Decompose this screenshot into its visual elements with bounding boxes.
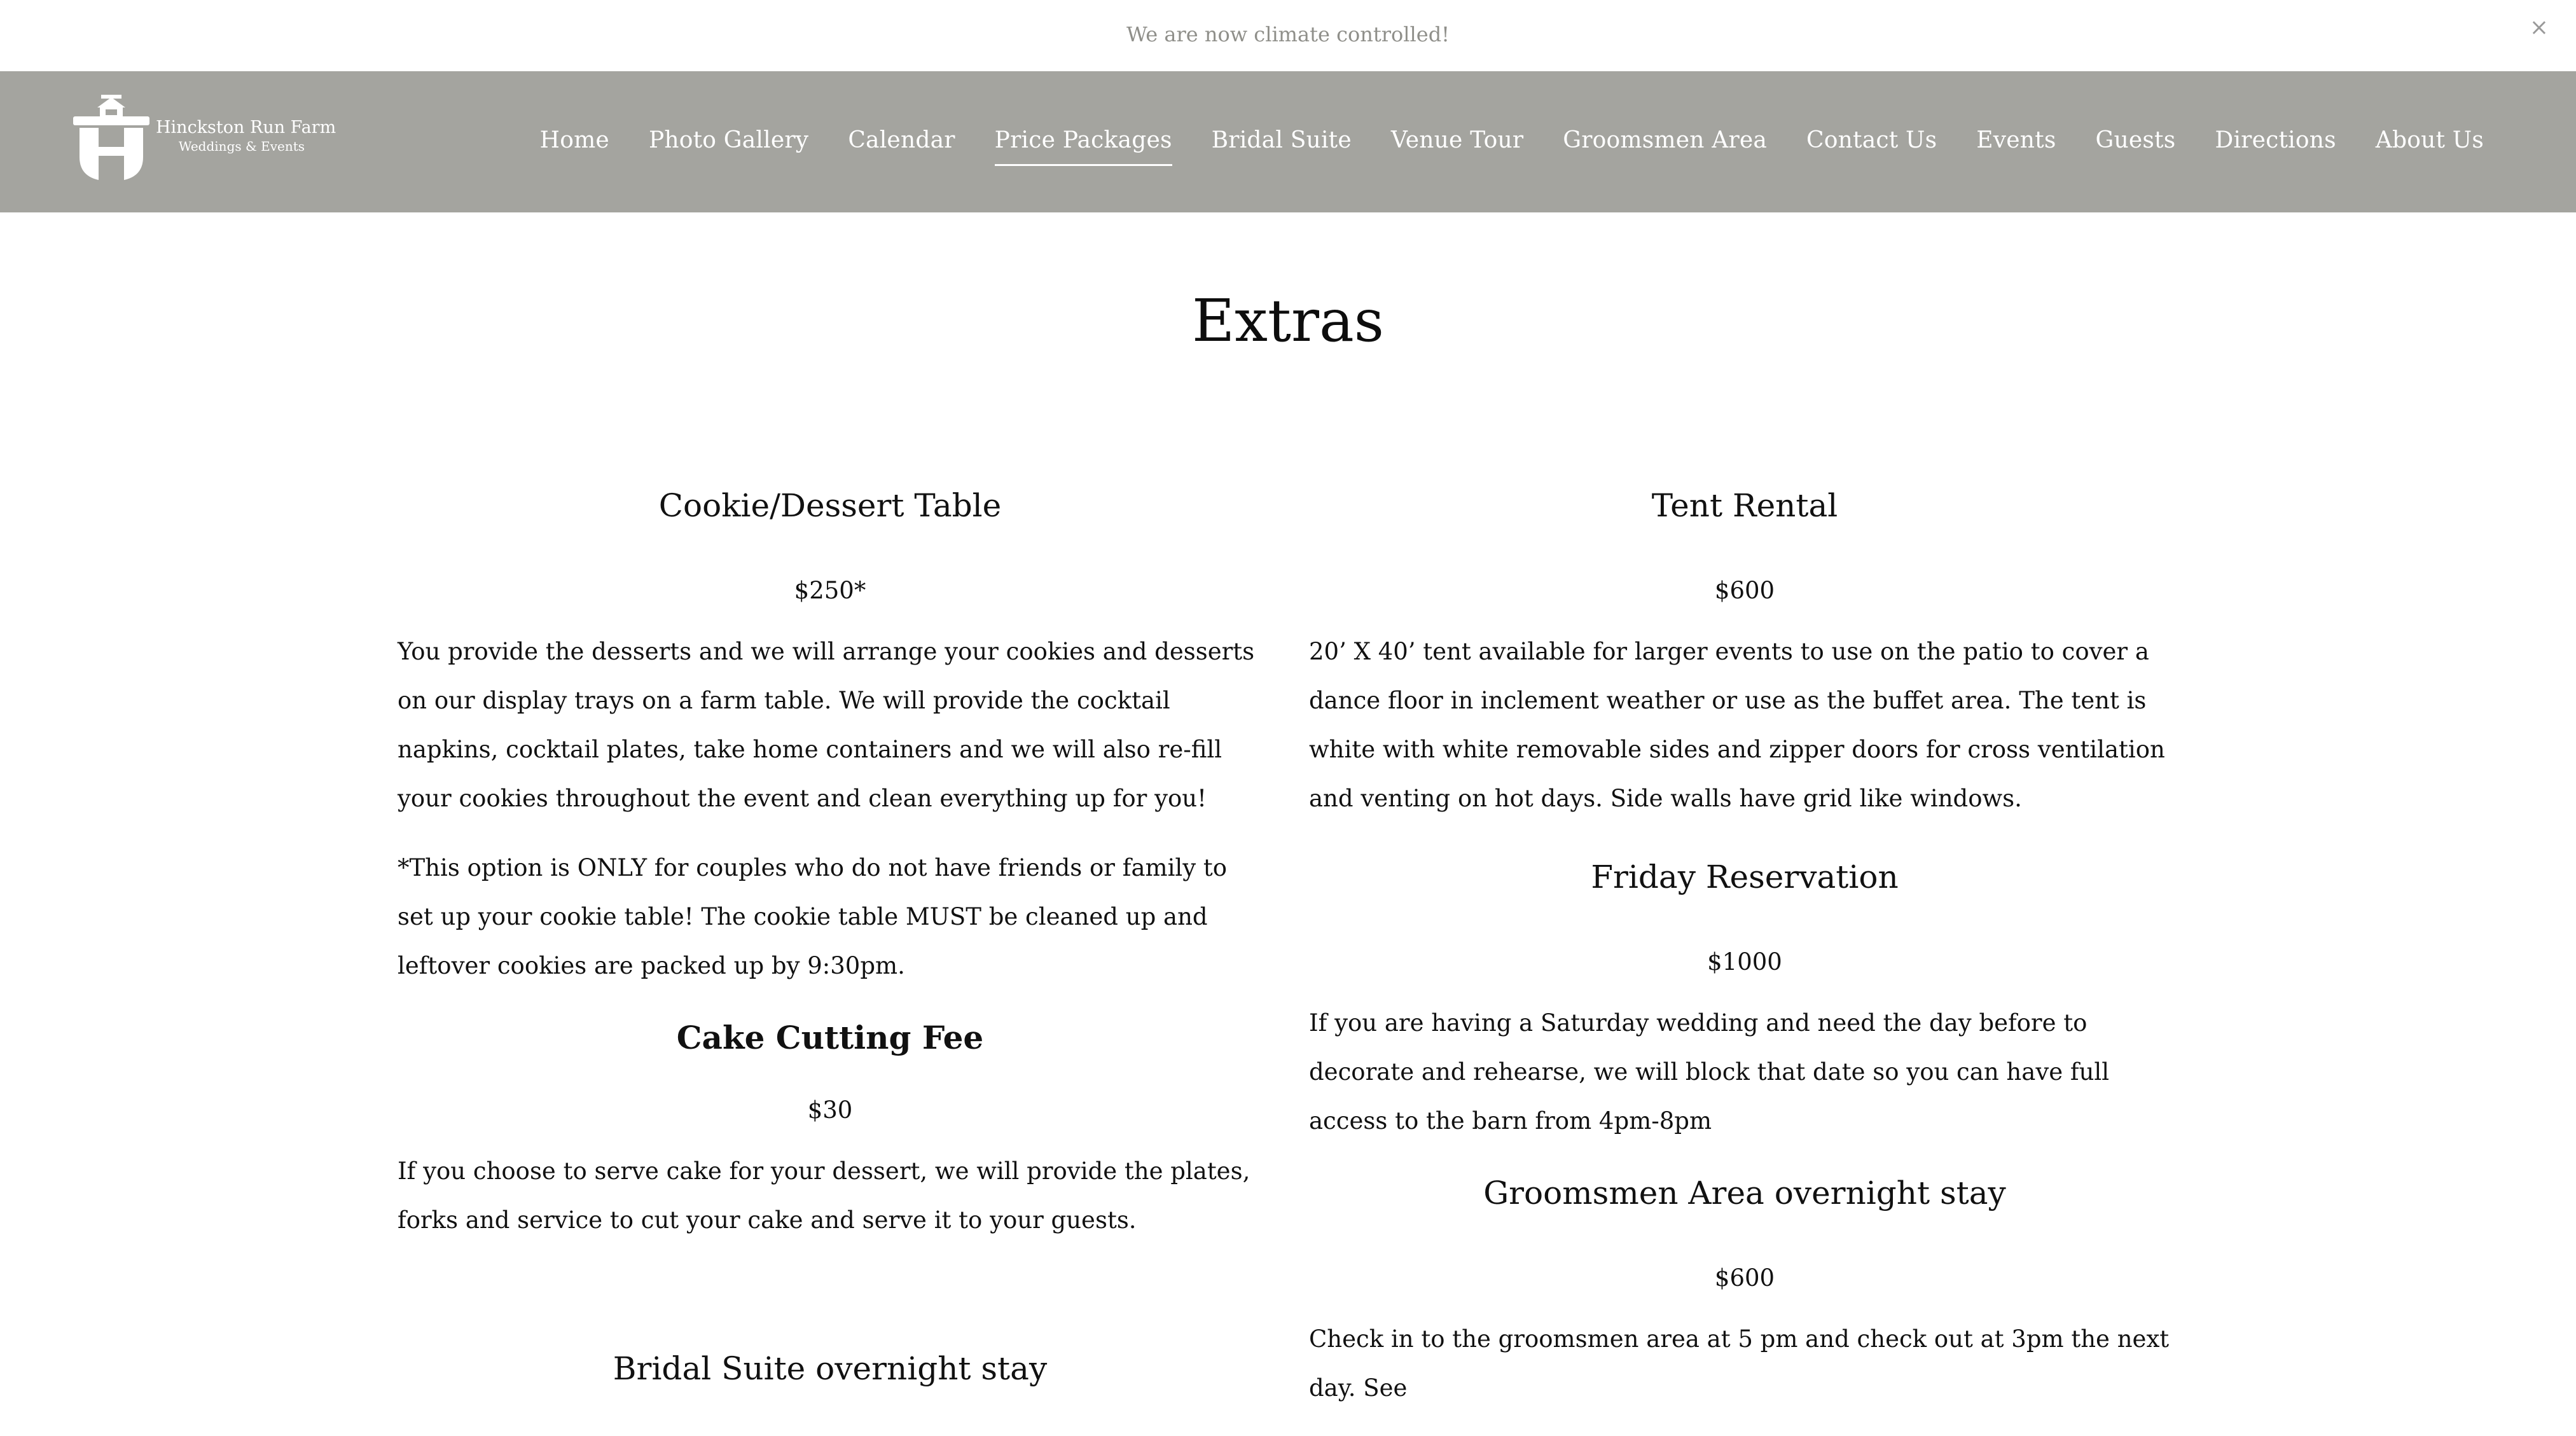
- section-title: Friday Reservation: [1591, 859, 1899, 895]
- close-icon[interactable]: ×: [2529, 15, 2549, 41]
- groomsmen-overnight-section: [1309, 1171, 2180, 1412]
- bridal-suite-overnight-section: [398, 1346, 1263, 1391]
- section-title: Cookie/Dessert Table: [658, 487, 1002, 524]
- site-header: [0, 71, 2576, 212]
- announcement-text: We are now climate controlled!: [1126, 22, 1450, 46]
- section-description: You provide the desserts and we will arrange your cookies and desserts on our display trays on a farm table. We will provide the cocktail napkins, cocktail plates, take home containers and we will also re-fill your cookies throughout the event and clean everything up for you!: [398, 638, 1255, 812]
- section-title: Bridal Suite overnight stay: [613, 1350, 1048, 1387]
- section-title: Groomsmen Area overnight stay: [1483, 1175, 2006, 1212]
- main-nav: [501, 71, 2484, 212]
- extras-left-column: [398, 483, 1263, 1391]
- section-price: $30: [807, 1096, 853, 1124]
- section-price: $600: [1714, 577, 1775, 604]
- nav-item-events[interactable]: Events: [1976, 127, 2056, 153]
- section-description: If you choose to serve cake for your dessert, we will provide the plates, forks and service to cut your cake and serve it to your guests.: [398, 1157, 1250, 1234]
- nav-item-directions[interactable]: Directions: [2215, 127, 2336, 153]
- cookie-dessert-section: [398, 483, 1263, 990]
- page-title: Extras: [1191, 287, 1385, 355]
- nav-item-calendar[interactable]: Calendar: [848, 127, 955, 153]
- section-title: Cake Cutting Fee: [676, 1019, 984, 1056]
- extras-right-column: [1309, 483, 2180, 1412]
- section-price: $250*: [794, 577, 866, 604]
- brand-tagline: Weddings & Events: [178, 139, 305, 154]
- nav-item-photo-gallery[interactable]: Photo Gallery: [648, 127, 809, 153]
- section-note: *This option is ONLY for couples who do not have friends or family to set up your cookie table! The cookie table MUST be cleaned up and leftover cookies are packed up by 9:30pm.: [398, 854, 1228, 979]
- logo-text: [156, 118, 336, 155]
- section-description: If you are having a Saturday wedding and need the day before to decorate and rehearse, we will block that date so you can have full access to the barn from 4pm-8pm: [1309, 1009, 2110, 1135]
- tent-rental-section: [1309, 483, 2180, 823]
- section-description: 20’ X 40’ tent available for larger events to use on the patio to cover a dance floor in inclement weather or use as the buffet area. The tent is white with white removable sides and zipper doors for cross ventilation and venting on hot days. Side walls have grid like windows.: [1309, 638, 2165, 812]
- nav-item-guests[interactable]: Guests: [2095, 127, 2176, 153]
- nav-item-home[interactable]: Home: [539, 127, 609, 153]
- nav-item-contact-us[interactable]: Contact Us: [1806, 127, 1937, 153]
- section-title: Tent Rental: [1651, 487, 1838, 524]
- friday-reservation-section: [1309, 855, 2180, 1145]
- nav-item-about-us[interactable]: About Us: [2375, 127, 2484, 153]
- nav-item-price-packages[interactable]: Price Packages: [995, 127, 1172, 157]
- brand-name: Hinckston Run Farm: [156, 118, 336, 137]
- nav-item-venue-tour[interactable]: Venue Tour: [1390, 127, 1524, 153]
- section-price: $600: [1714, 1264, 1775, 1292]
- cake-cutting-section: [398, 1016, 1263, 1245]
- section-description: Check in to the groomsmen area at 5 pm and check out at 3pm the next day. See: [1309, 1325, 2170, 1402]
- barn-h-logo-icon: [73, 93, 149, 183]
- announcement-bar: [0, 0, 2576, 71]
- site-logo[interactable]: [73, 93, 336, 189]
- nav-item-groomsmen-area[interactable]: Groomsmen Area: [1563, 127, 1768, 153]
- nav-item-bridal-suite[interactable]: Bridal Suite: [1211, 127, 1352, 153]
- section-price: $1000: [1707, 948, 1782, 976]
